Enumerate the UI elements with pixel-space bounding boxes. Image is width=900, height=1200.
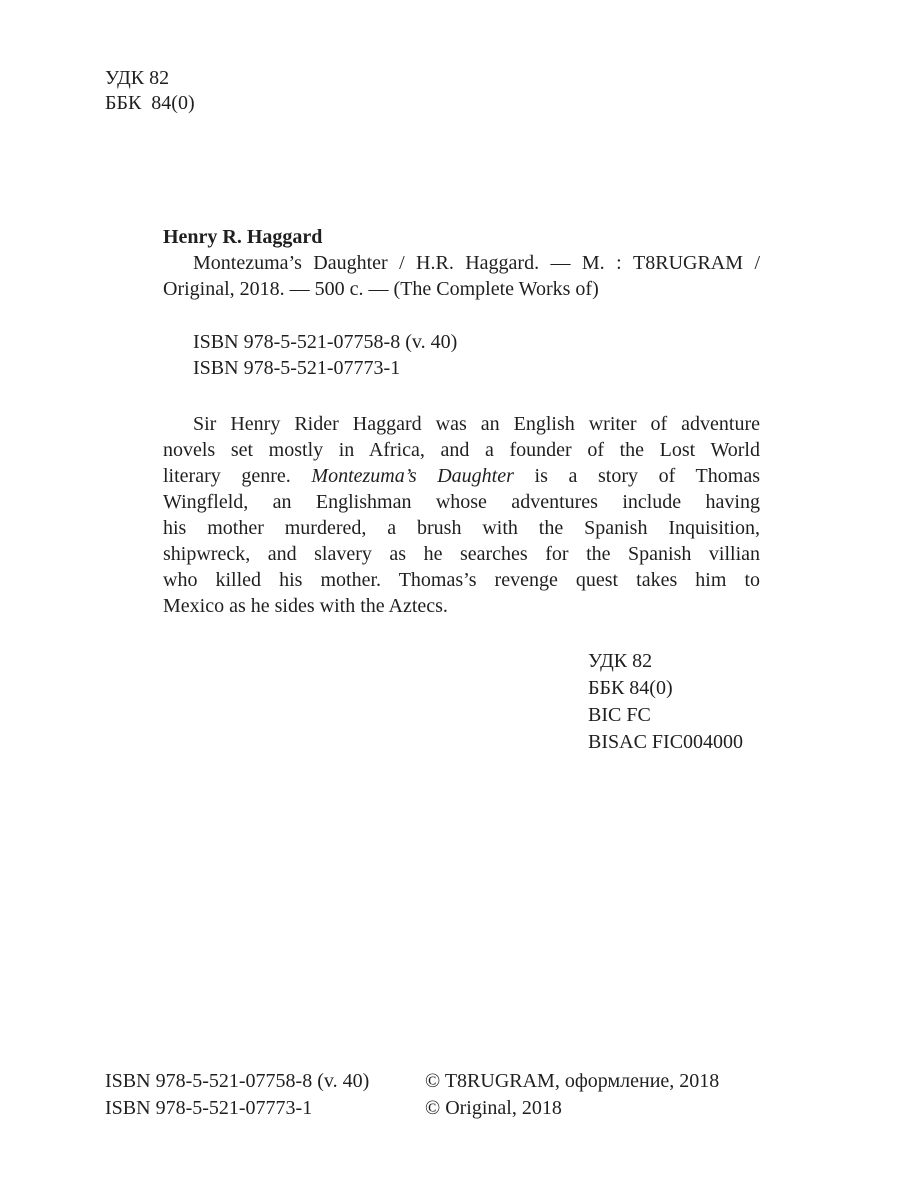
annotation-line [163,463,760,489]
footer-isbn-2: ISBN 978-5-521-07773-1 [105,1097,313,1119]
annotation-line: his mother murdered, a brush with the Spanish Inquisition, [163,517,760,539]
udk-code: УДК 82 [105,67,170,89]
bibliographic-record [163,250,760,302]
author-name: Henry R. Haggard [163,226,323,248]
bic-code: BIC FC [588,704,651,726]
annotation-line: Mexico as he sides with the Aztecs. [163,595,448,617]
footer-isbn-1: ISBN 978-5-521-07758-8 (v. 40) [105,1070,370,1092]
footer-copyright-column [425,1068,719,1122]
biblio-line-1: Montezuma’s Daughter / H.R. Haggard. — М. : T8RUGRAM / [193,252,760,274]
copyright-line-1: © T8RUGRAM, оформление, 2018 [425,1070,720,1092]
isbn-block [193,329,760,381]
annotation-line: who killed his mother. Thomas’s revenge quest takes him to [163,569,760,591]
annotation-paragraph [163,411,760,619]
book-title-italic: Montezuma’s Daughter [311,465,514,487]
annotation-text: is a story of Thomas [513,465,760,487]
bbk-code: ББК 84(0) [105,92,195,114]
annotation-line: shipwreck, and slavery as he searches for the Spanish villian [163,543,760,565]
annotation-line: novels set mostly in Africa, and a founder of the Lost World [163,439,760,461]
footer-isbn-column [105,1068,369,1122]
annotation-text: literary genre. [163,465,312,487]
main-text-column [163,224,760,619]
classification-codes-block [588,648,743,756]
bbk-code: ББК 84(0) [588,677,673,699]
bisac-code: BISAC FIC004000 [588,731,744,753]
annotation-line: Sir Henry Rider Haggard was an English writer of adventure [193,413,760,435]
copyright-line-2: © Original, 2018 [425,1097,562,1119]
biblio-line-2: Original, 2018. — 500 с. — (The Complete Works of) [163,278,599,300]
isbn-line-2: ISBN 978-5-521-07773-1 [193,357,401,379]
header-classification-codes [105,66,195,116]
isbn-line-1: ISBN 978-5-521-07758-8 (v. 40) [193,331,458,353]
udk-code: УДК 82 [588,650,653,672]
annotation-line: Wingfleld, an Englishman whose adventures include having [163,491,760,513]
